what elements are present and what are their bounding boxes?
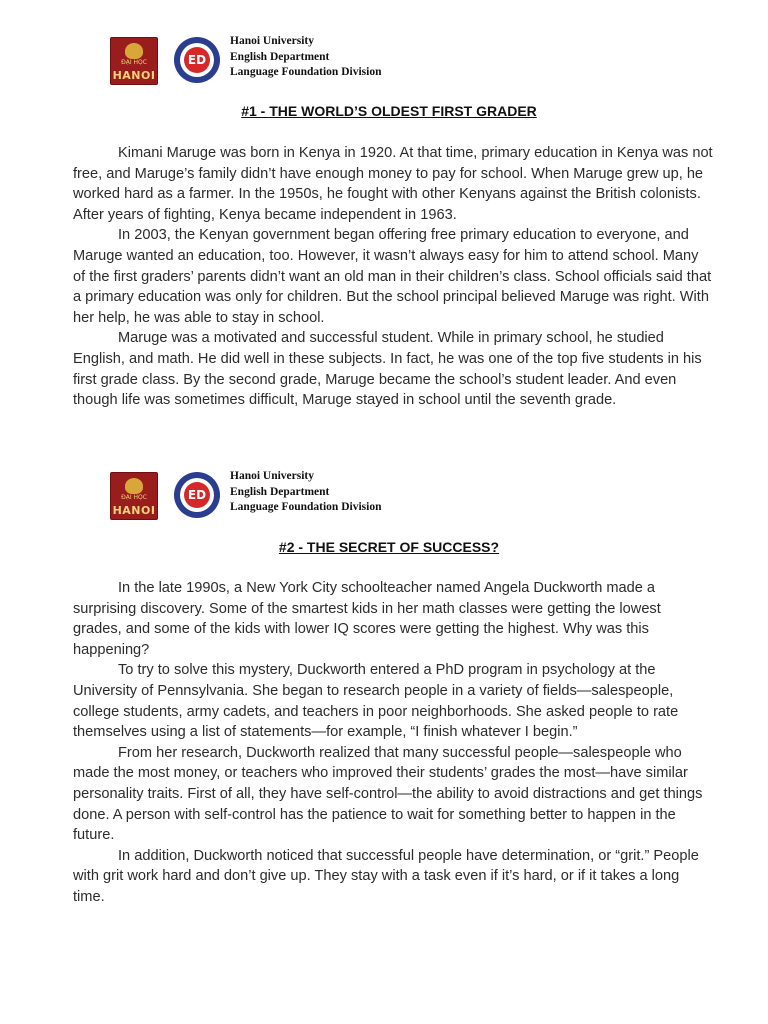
department-name: English Department xyxy=(230,50,330,63)
department-name: English Department xyxy=(230,485,330,498)
university-name: Hanoi University xyxy=(230,470,315,482)
section-1-body xyxy=(73,143,713,411)
paragraph: Maruge was a motivated and successful student. While in primary school, he studied English, and math. He did well in these subjects. In fact, he was one of the top five students in his first grade class. By the second grade, Maruge became the school’s student leader. And even though life was sometimes difficult, Maruge stayed in school until the seventh grade. xyxy=(73,330,702,409)
section-2-header xyxy=(110,472,381,522)
emblem-icon xyxy=(125,478,143,494)
hanoi-university-logo: ĐẠI HỌC HANOI xyxy=(110,37,158,85)
paragraph: To try to solve this mystery, Duckworth entered a PhD program in psychology at the University of Pennsylvania. She began to research people in a variety of fields—salespeople, college students, army cadets, and teachers in poor neighborhoods. She asked people to rate themselves using a list of statements—for example, “I finish whatever I begin.” xyxy=(73,662,679,741)
university-name: Hanoi University xyxy=(230,35,315,47)
section-2-body xyxy=(73,578,713,908)
division-name: Language Foundation Division xyxy=(230,66,382,78)
paragraph: In 2003, the Kenyan government began offering free primary education to everyone, and Maruge wanted an education, too. However, it wasn’t always easy for him to attend school. Many of the first graders’ parents didn’t want an old man in their children’s class. School officials said that a primary education was only for children. But the school principal believed Maruge was right. With her help, he was able to stay in school. xyxy=(73,227,712,326)
institution-lines xyxy=(230,34,381,81)
emblem-icon xyxy=(125,43,143,59)
section-2-title: #2 - THE SECRET OF SUCCESS? xyxy=(278,539,500,555)
division-name: Language Foundation Division xyxy=(230,501,382,513)
paragraph: In addition, Duckworth noticed that successful people have determination, or “grit.” People with grit work hard and don’t give up. They stay with a task even if it’s hard, or if it takes a long time. xyxy=(73,847,699,905)
hanoi-university-logo: ĐẠI HỌC HANOI xyxy=(110,472,158,520)
institution-lines xyxy=(230,469,381,516)
section-1-header xyxy=(110,37,381,87)
paragraph: Kimani Maruge was born in Kenya in 1920. At that time, primary education in Kenya was not free, and Maruge’s family didn’t have enough money to pay for school. When Maruge grew up, he worked hard as a farmer. In the 1950s, he fought with other Kenyans against the British colonists. After years of fighting, Kenya became independent in 1963. xyxy=(73,145,713,223)
section-1-title: #1 - THE WORLD’S OLDEST FIRST GRADER xyxy=(241,103,537,119)
english-department-logo: ED xyxy=(174,37,220,83)
english-department-logo: ED xyxy=(174,472,220,518)
paragraph: From her research, Duckworth realized that many successful people—salespeople who made the most money, or teachers who improved their students’ grades the most—have similar personality traits. First of all, they have self-control—the ability to avoid distractions and get things done. A person with self-control has the patience to wait for something better to happen in the future. xyxy=(73,744,703,844)
paragraph: In the late 1990s, a New York City schoolteacher named Angela Duckworth made a surprising discovery. Some of the smartest kids in her math classes were getting the lowest grades, and some of the kids with lower IQ scores were getting the highest. Why was this happening? xyxy=(73,580,661,658)
